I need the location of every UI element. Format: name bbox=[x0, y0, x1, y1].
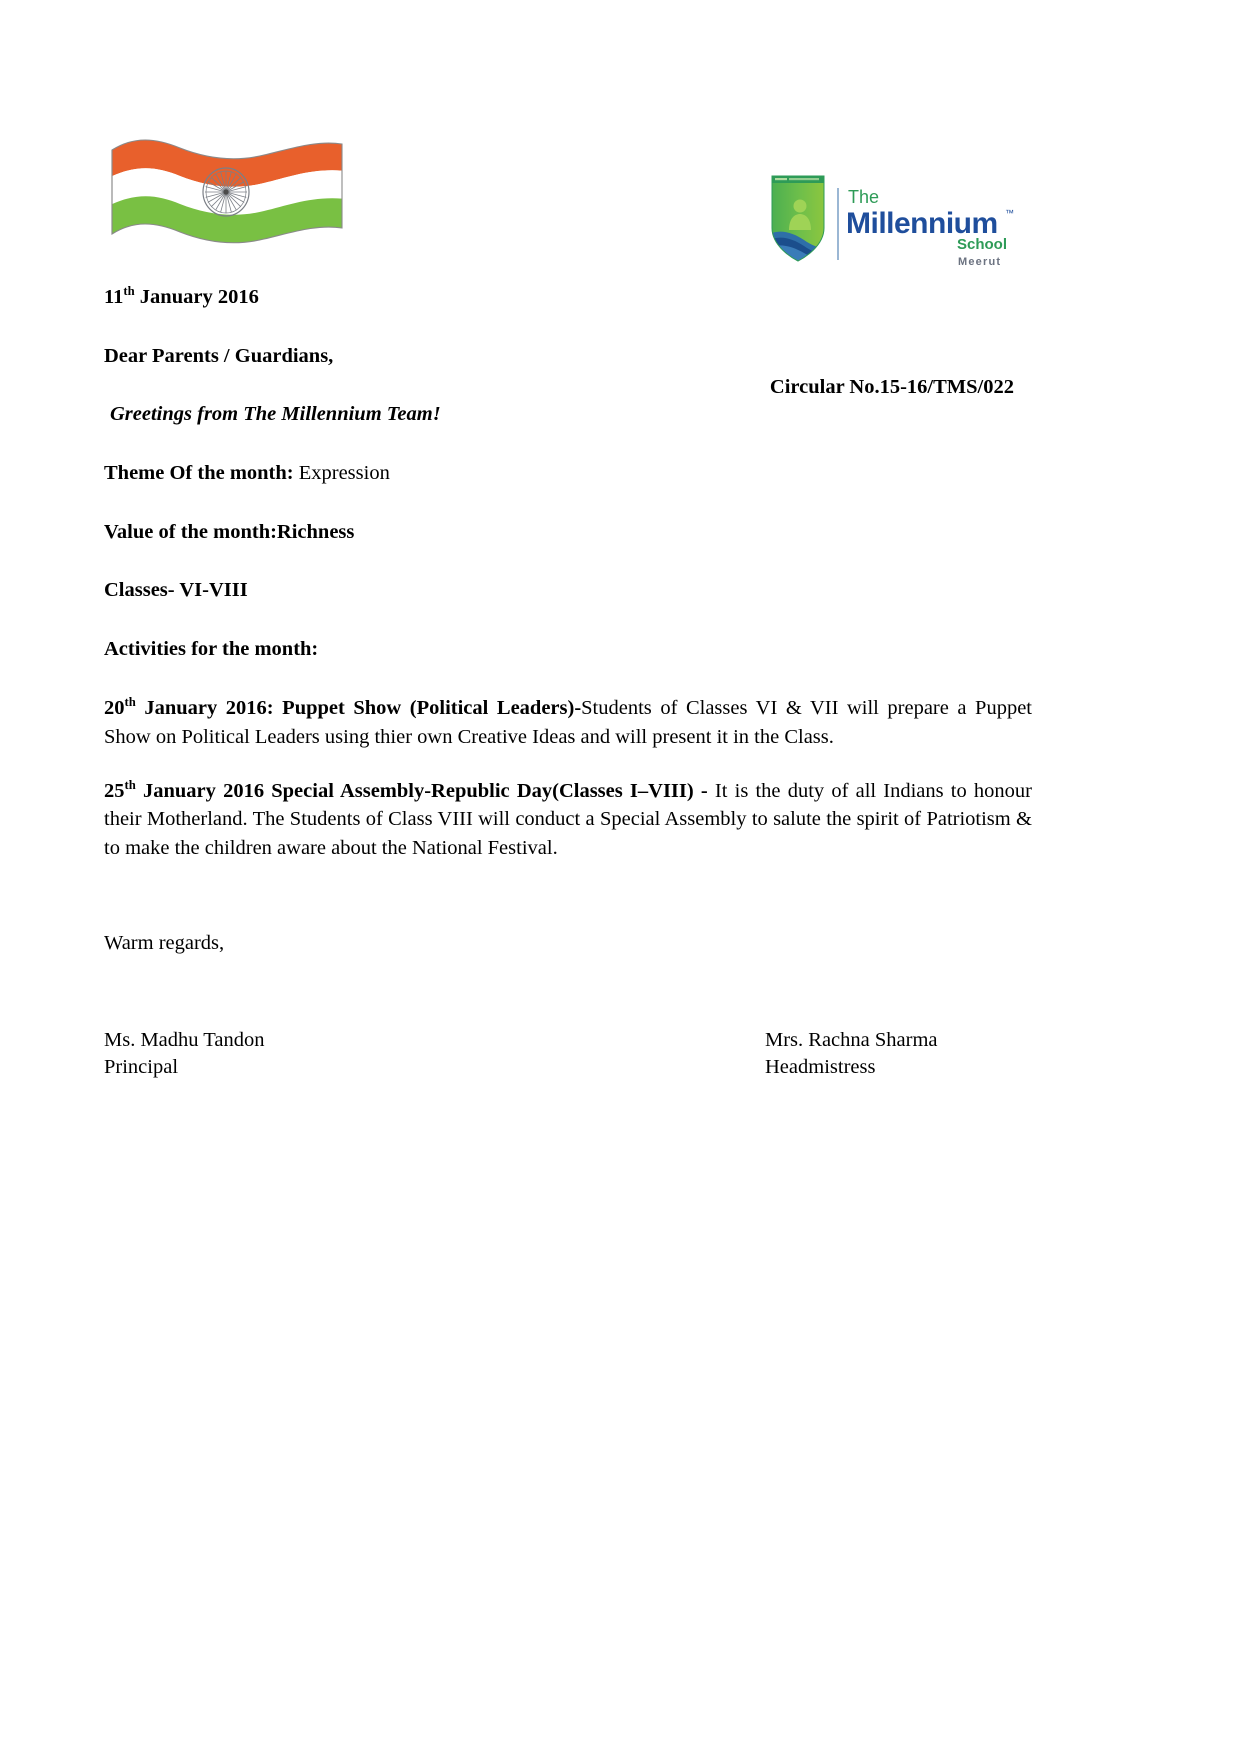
activity-item bbox=[104, 694, 1032, 751]
activities-heading: Activities for the month: bbox=[104, 637, 319, 660]
date-day: 11 bbox=[104, 286, 124, 308]
indian-national-flag bbox=[104, 128, 354, 258]
classes-line: Classes- VI-VIII bbox=[104, 579, 248, 602]
indian-flag-icon bbox=[104, 128, 354, 258]
svg-text:Meerut: Meerut bbox=[958, 256, 1002, 268]
activity-description: Students of Classes VI & VII will prepare a Puppet Show on Political Leaders using thier own Creative Ideas and will present it in the Class. bbox=[104, 697, 1032, 748]
activity-ordinal: th bbox=[124, 778, 136, 793]
theme-label: Theme Of the month: bbox=[104, 461, 294, 484]
activity-item bbox=[104, 777, 1032, 862]
value-of-month: Value of the month:Richness bbox=[104, 520, 355, 543]
svg-text:The: The bbox=[848, 187, 880, 207]
letterhead-header bbox=[0, 0, 1240, 285]
activity-title: January 2016: Puppet Show (Political Leaders)- bbox=[135, 697, 582, 720]
signatory-title: Headmistress bbox=[765, 1055, 876, 1078]
signatory-headmistress bbox=[765, 1027, 938, 1080]
date-rest: January 2016 bbox=[134, 286, 259, 308]
svg-text:School: School bbox=[957, 236, 1008, 253]
signatory-name: Ms. Madhu Tandon bbox=[104, 1028, 265, 1051]
theme-value: Expression bbox=[293, 461, 390, 484]
svg-text:Millennium: Millennium bbox=[846, 207, 998, 240]
closing-line: Warm regards, bbox=[104, 931, 225, 954]
activity-day: 25 bbox=[104, 780, 125, 803]
activity-title: January 2016 Special Assembly-Republic Day(Classes I–VIII) - bbox=[135, 780, 715, 803]
date-ordinal: th bbox=[123, 284, 135, 299]
theme-of-month bbox=[104, 460, 1032, 487]
signature-block bbox=[104, 1027, 1032, 1085]
signatory-name: Mrs. Rachna Sharma bbox=[765, 1028, 938, 1051]
school-logo bbox=[752, 170, 1022, 270]
circular-number: Circular No.15-16/TMS/022 bbox=[769, 376, 1014, 398]
activity-ordinal: th bbox=[124, 695, 136, 710]
greeting-line: Greetings from The Millennium Team! bbox=[110, 403, 441, 426]
letter-body bbox=[104, 284, 1032, 1085]
svg-text:™: ™ bbox=[1005, 208, 1014, 218]
millennium-school-logo-icon bbox=[752, 170, 1022, 270]
activity-day: 20 bbox=[104, 697, 125, 720]
activity-description: It is the duty of all Indians to honour their Motherland. The Students of Class VIII will conduct a Special Assembly to salute the spirit of Patriotism & to make the children aware about the National Festival. bbox=[104, 780, 1033, 859]
letter-date bbox=[104, 284, 1032, 311]
salutation: Dear Parents / Guardians, bbox=[104, 344, 334, 367]
signatory-principal bbox=[104, 1027, 264, 1080]
ashoka-chakra-icon bbox=[203, 168, 249, 216]
signatory-title: Principal bbox=[104, 1055, 179, 1078]
spacer bbox=[104, 888, 1032, 932]
